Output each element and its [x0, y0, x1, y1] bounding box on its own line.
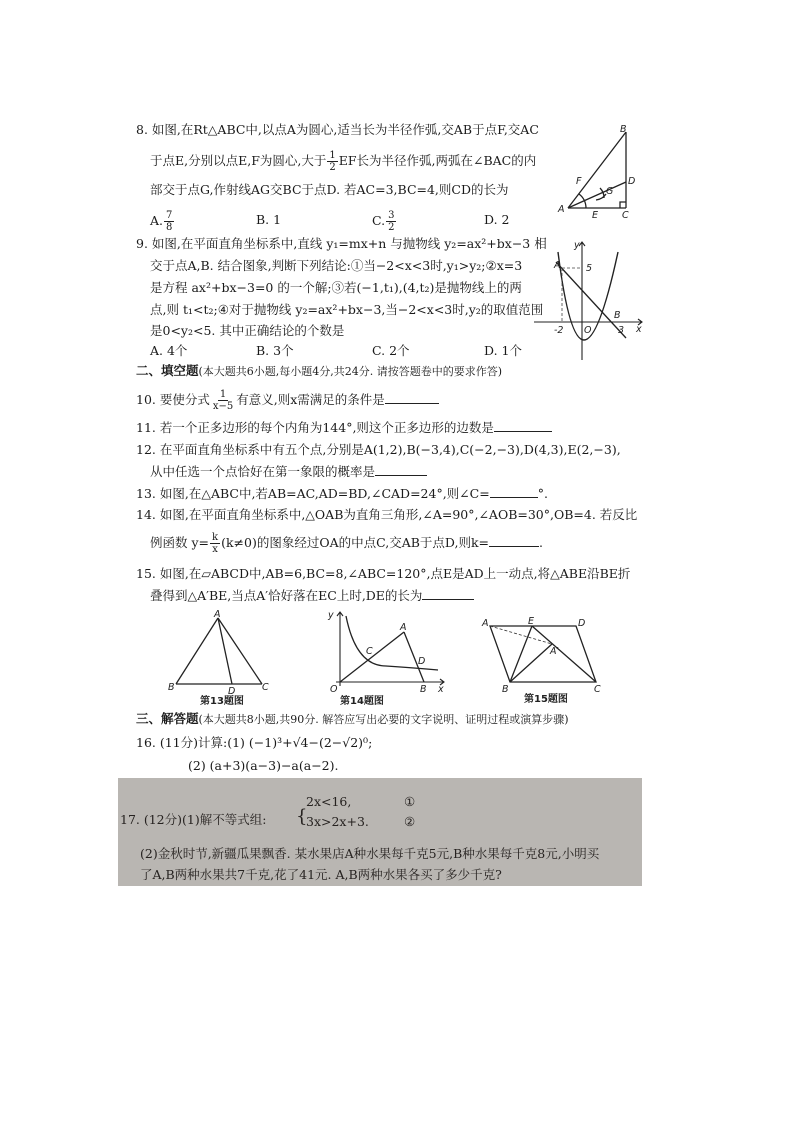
figure-13-caption: 第13题图 [200, 696, 244, 706]
f15-parallelogram [490, 626, 596, 682]
q17-inequality-2: 3x>2x+3. [306, 814, 369, 829]
f13-side-ab [176, 618, 218, 684]
q8-line2: 于点E,分别以点E,F为圆心,大于 $\frac{1}{2}$ EF长为半径作弧,两弧在∠BAC的内 [150, 150, 537, 173]
q17-mark-2: ② [404, 814, 416, 829]
q15-line2: 叠得到△A′BE,当点A′恰好落在EC上时,DE的长为 [150, 588, 474, 604]
q16-line2: (2) (a+3)(a−3)−a(a−2). [188, 758, 339, 773]
f15-label-d: D [578, 618, 586, 629]
q9-figure [534, 238, 646, 362]
q8-label-b: B [620, 124, 627, 135]
q8-fraction: $\frac{1}{2}$ [329, 150, 336, 173]
q9-option-d: D. 1个 [484, 343, 522, 358]
q14-line1: 14. 如图,在平面直角坐标系中,△OAB为直角三角形,∠A=90°,∠AOB=30°,OB=4. 若反比 [136, 507, 638, 522]
q15-line1: 15. 如图,在▱ABCD中,AB=6,BC=8,∠ABC=120°,点E是AD上一动点,将△ABE沿BE折 [136, 566, 631, 581]
q8-label-f: F [576, 176, 582, 187]
q8-side-ab [568, 132, 626, 208]
f14-label-d: D [418, 656, 426, 667]
f15-segment-ba-prime [510, 644, 552, 682]
q17-part2-line2: 了A,B两种水果共7千克,花了41元. A,B两种水果各买了多少千克? [140, 867, 502, 882]
q9-label-x: x [636, 324, 642, 335]
f15-label-c: C [594, 684, 601, 695]
f13-label-c: C [262, 682, 269, 693]
figure-14-caption: 第14题图 [340, 696, 384, 706]
q9-label-3: 3 [618, 325, 625, 336]
q10-text: 10. 要使分式 $\frac{1}{x-5}$ 有意义,则x需满足的条件是 [136, 389, 439, 412]
section3-header: 三、解答题(本大题共8小题,共90分. 解答应写出必要的文字说明、证明过程或演算步骤) [136, 711, 569, 726]
f14-label-y: y [328, 610, 334, 621]
section2-header: 二、填空题(本大题共6小题,每小题4分,共24分. 请按答题卷中的要求作答) [136, 363, 503, 378]
q9-label-y: y [574, 240, 580, 251]
q11-answer-blank [494, 431, 552, 432]
q8-label-d: D [628, 176, 636, 187]
f14-side-oa [340, 632, 404, 682]
q8-label-g: G [606, 186, 614, 197]
figure-13 [164, 608, 280, 706]
q9-option-a: A. 4个 [150, 343, 188, 358]
f14-label-x: x [438, 684, 444, 695]
q8-right-angle [620, 202, 626, 208]
f15-label-e: E [528, 616, 535, 627]
q17-part2-line1: (2)金秋时节,新疆瓜果飘香. 某水果店A种水果每千克5元,B种水果每千克8元,小明买 [140, 846, 600, 861]
q9-label-b: B [614, 310, 621, 321]
q13-answer-blank [490, 497, 538, 498]
f14-label-c: C [366, 646, 373, 657]
f13-label-b: B [168, 682, 175, 693]
q9-option-c: C. 2个 [372, 343, 410, 358]
figure-15-caption: 第15题图 [524, 694, 568, 705]
q9-label-o: O [584, 325, 592, 336]
f15-label-a: A [482, 618, 489, 629]
q17-mark-1: ① [404, 794, 416, 809]
q11-text: 11. 若一个正多边形的每个内角为144°,则这个正多边形的边数是 [136, 420, 552, 436]
figure-15 [480, 616, 612, 708]
q8-label-a: A [558, 204, 565, 215]
f15-label-b: B [502, 684, 509, 695]
q17-brace: { [296, 806, 308, 827]
q14-line2: 例函数 y= $\frac{k}{x}$ (k≠0)的图象经过OA的中点C,交AB于点D,则k= . [150, 532, 543, 555]
q10-answer-blank [385, 403, 439, 404]
q12-answer-blank [375, 475, 427, 476]
q8-line1: 8. 如图,在Rt△ABC中,以点A为圆心,适当长为半径作弧,交AB于点F,交AC [136, 122, 539, 137]
q9-line4: 点,则 t₁<t₂;④对于抛物线 y₂=ax²+bx−3,当−2<x<3时,y₂的取值范围 [150, 302, 544, 317]
f13-label-a: A [214, 609, 221, 620]
q9-line5: 是0<y₂<5. 其中正确结论的个数是 [150, 323, 345, 338]
q9-line2: 交于点A,B. 结合图象,判断下列结论:①当−2<x<3时,y₁>y₂;②x=3 [150, 258, 523, 273]
q8-label-c: C [622, 210, 629, 220]
f14-label-a: A [400, 622, 407, 633]
q8-option-b: B. 1 [256, 212, 282, 227]
f15-segment-be [510, 626, 532, 682]
figure-14 [326, 608, 448, 706]
q9-label-a: A [554, 260, 561, 271]
f14-label-b: B [420, 684, 427, 695]
q9-label-5: 5 [586, 263, 593, 274]
q13-text: 13. 如图,在△ABC中,若AB=AC,AD=BD,∠CAD=24°,则∠C= °. [136, 486, 548, 501]
q17-part1-lead: 17. (12分)(1)解不等式组: [120, 812, 267, 827]
f14-label-o: O [330, 684, 338, 695]
q9-line1: 9. 如图,在平面直角坐标系中,直线 y₁=mx+n 与抛物线 y₂=ax²+bx−3 相 [136, 236, 547, 251]
q9-option-b: B. 3个 [256, 343, 294, 358]
q16-line1: 16. (11分)计算:(1) (−1)³+√4−(2−√2)⁰; [136, 735, 373, 750]
q9-line3: 是方程 ax²+bx−3=0 的一个解;③若(−1,t₁),(4,t₂)是抛物线上的两 [150, 280, 522, 295]
q12-line2: 从中任选一个点恰好在第一象限的概率是 [150, 464, 427, 480]
q12-line1: 12. 在平面直角坐标系中有五个点,分别是A(1,2),B(−3,4),C(−2,−3),D(4,3),E(2,−3), [136, 442, 621, 457]
q8-option-a: A. $\frac{7}{8}$ [150, 210, 173, 233]
q8-figure [556, 122, 646, 220]
f15-label-a-prime: A′ [550, 646, 559, 657]
q17-inequality-1: 2x<16, [306, 794, 352, 809]
q8-option-d: D. 2 [484, 212, 510, 227]
q14-answer-blank [489, 546, 539, 547]
q8-option-c: C. $\frac{3}{2}$ [372, 210, 395, 233]
q8-label-e: E [592, 210, 599, 220]
f13-label-d: D [228, 686, 236, 697]
q15-answer-blank [422, 599, 474, 600]
q9-label-neg2: -2 [554, 325, 564, 336]
q8-line3: 部交于点G,作射线AG交BC于点D. 若AC=3,BC=4,则CD的长为 [150, 182, 509, 197]
